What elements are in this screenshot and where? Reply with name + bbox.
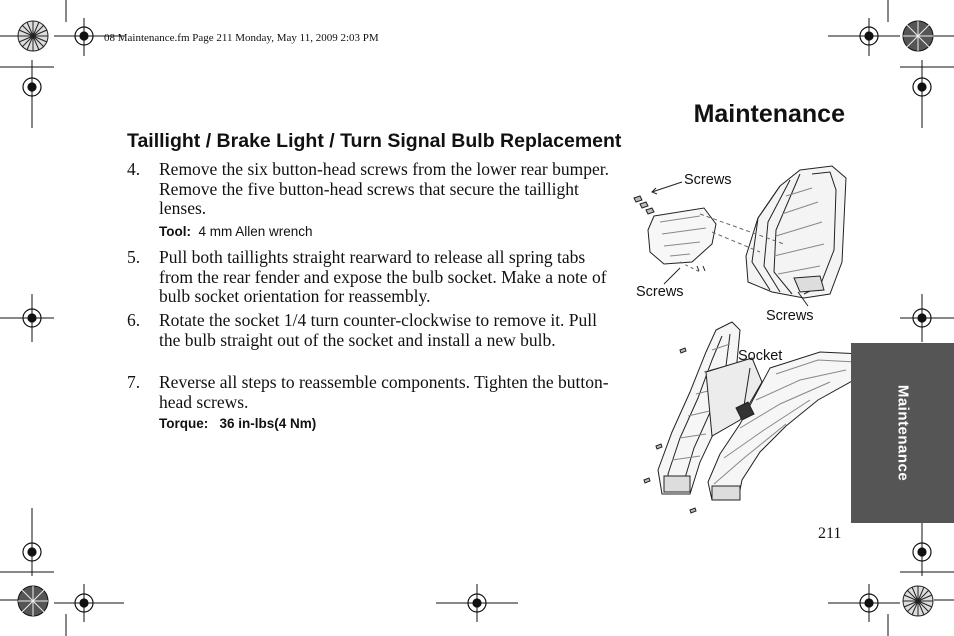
- step-number: 5.: [127, 247, 141, 267]
- step-text: Pull both taillights straight rearward to release all spring tabs from the rear fender and expose the bulb socket. Make a note of bulb socket orientation for reassembly.: [159, 247, 607, 306]
- side-tab-label: Maintenance: [894, 384, 911, 482]
- step-number: 7.: [127, 372, 141, 392]
- step-text: Remove the six button-head screws from the lower rear bumper. Remove the five button-head screws that secure the taillight lenses.: [159, 159, 610, 218]
- label-screws-left: Screws: [636, 284, 684, 300]
- chapter-title: Maintenance: [693, 100, 845, 128]
- torque-label: Torque:: [159, 416, 209, 431]
- step-text: Reverse all steps to reassemble components. Tighten the button-head screws.: [159, 372, 609, 412]
- step-number: 6.: [127, 310, 141, 330]
- section-heading: Taillight / Brake Light / Turn Signal Bulb Replacement: [127, 130, 622, 152]
- label-screws-top: Screws: [684, 172, 732, 188]
- tool-value: 4 mm Allen wrench: [198, 224, 313, 239]
- step-number: 4.: [127, 159, 141, 179]
- torque-value: 36 in-lbs(4 Nm): [219, 416, 317, 431]
- label-screws-right: Screws: [766, 308, 814, 324]
- file-info-header: 08 Maintenance.fm Page 211 Monday, May 11, 2009 2:03 PM: [104, 32, 379, 44]
- tool-label: Tool:: [159, 224, 191, 239]
- label-socket: Socket: [738, 348, 783, 364]
- chapter-side-tab: [851, 343, 954, 523]
- page-number: 211: [818, 525, 842, 542]
- step-text: Rotate the socket 1/4 turn counter-clockwise to remove it. Pull the bulb straight out of the socket and install a new bulb.: [159, 310, 598, 350]
